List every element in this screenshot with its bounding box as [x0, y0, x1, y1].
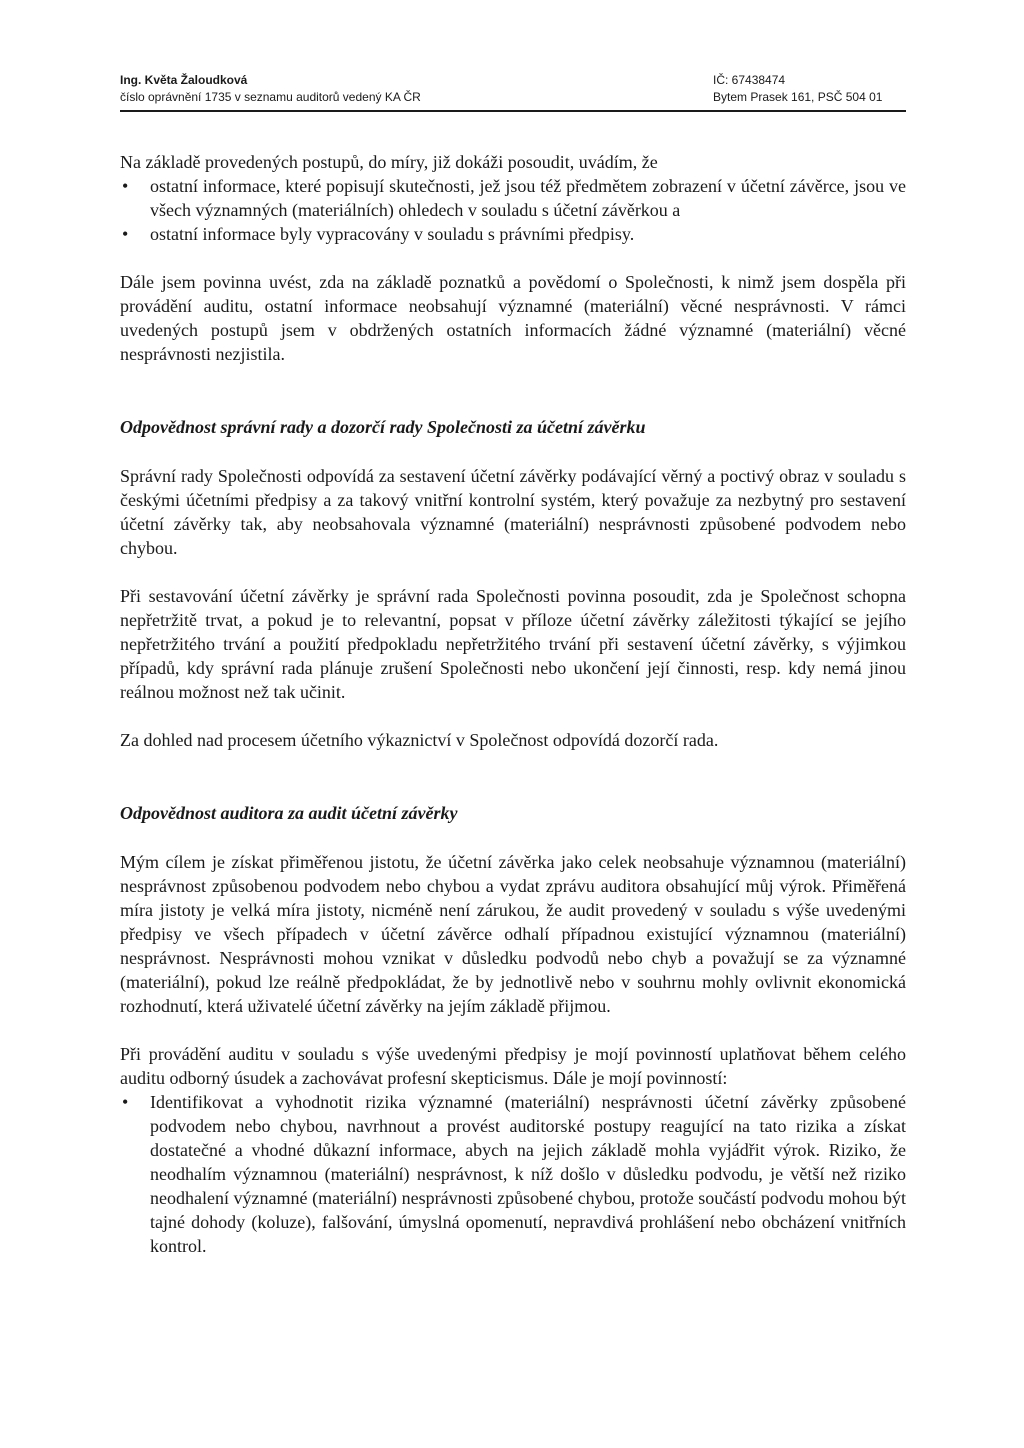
list-item	[120, 174, 906, 222]
list-item	[120, 222, 906, 246]
bullet-text: ostatní informace, které popisují skutečnosti, jež jsou též předmětem zobrazení v účetní závěrce, jsou ve všech významných (materiálních) ohledech v souladu s účetní závěrkou a	[150, 176, 906, 220]
letterhead-right	[713, 72, 882, 106]
paragraph-povinnost: Při provádění auditu v souladu s výše uvedenými předpisy je mojí povinností uplatňovat během celého auditu odborný úsudek a zachovávat profesní skepticismus. Dále je mojí povinností:	[120, 1044, 906, 1088]
bullet-icon: •	[122, 176, 129, 196]
paragraph-cil: Mým cílem je získat přiměřenou jistotu, že účetní závěrka jako celek neobsahuje významnou (materiální) nesprávnost způsobenou podvodem nebo chybou a vydat zprávu auditora obsahující můj výrok. Přiměřená míra jistoty je velká míra jistoty, nicméně není zárukou, že audit provedený v souladu s výše uvedenými předpisy ve všech případech v účetní závěrce odhalí případnou existující významnou (materiální) nesprávnost. Nesprávnosti mohou vznikat v důsledku podvodů nebo chyb a považují se za významné (materiální), pokud lze reálně předpokládat, že by jednotlivě nebo v souhrnu mohly ovlivnit ekonomická rozhodnutí, která uživatelé účetní závěrky na jejím základě přijmou.	[120, 852, 906, 1016]
paragraph-sestavovani: Při sestavování účetní závěrky je správní rada Společnosti povinna posoudit, zda je Společnost schopna nepřetržitě trvat, a pokud je to relevantní, popsat v příloze účetní závěrky záležitosti týkající se jejího nepřetržitého trvání a použití předpokladu nepřetržitého trvání při sestavení účetní závěrky, s výjimkou případů, kdy správní rada plánuje zrušení Společnosti nebo ukončení její činnosti, resp. kdy nemá jinou reálnou možnost než tak učinit.	[120, 586, 906, 702]
section-heading-board: Odpovědnost správní rady a dozorčí rady Společnosti za účetní závěrku	[120, 417, 646, 437]
intro-paragraph: Na základě provedených postupů, do míry, již dokáži posoudit, uvádím, že	[120, 152, 658, 172]
bullet-text: ostatní informace byly vypracovány v souladu s právními předpisy.	[150, 224, 635, 244]
paragraph-dohled: Za dohled nad procesem účetního výkaznictví v Společnost odpovídá dozorčí rada.	[120, 730, 719, 750]
auditor-name: Ing. Květa Žaloudková	[120, 73, 248, 87]
document-body	[120, 150, 906, 1258]
list-item	[120, 1090, 906, 1258]
letterhead-left	[120, 72, 421, 106]
auditor-address: Bytem Prasek 161, PSČ 504 01	[713, 90, 883, 104]
duty-bullet-list	[120, 1090, 906, 1258]
letterhead	[120, 72, 906, 112]
intro-bullet-list	[120, 174, 906, 246]
paragraph-spravni-rada: Správní rady Společnosti odpovídá za sestavení účetní závěrky podávající věrný a poctivý obraz v souladu s českými účetními předpisy a za takový vnitřní kontrolní systém, který považuje za nezbytný pro sestavení účetní závěrky tak, aby neobsahovala významné (materiální) nesprávnosti způsobené podvodem nebo chybou.	[120, 466, 906, 558]
bullet-text: Identifikovat a vyhodnotit rizika významné (materiální) nesprávnosti účetní závěrky způsobené podvodem nebo chybou, navrhnout a provést auditorské postupy reagující na tato rizika a získat dostatečné a vhodné důkazní informace, abych na jejich základě mohla vyjádřit výrok. Riziko, že neodhalím významnou (materiální) nesprávnost, k níž došlo v důsledku podvodu, je větší než riziko neodhalení významné (materiální) nesprávnosti způsobené chybou, protože součástí podvodu mohou být tajné dohody (koluze), falšování, úmyslná opomenutí, nepravdivá prohlášení nebo obcházení vnitřních kontrol.	[150, 1092, 906, 1256]
bullet-icon: •	[122, 224, 129, 244]
section-heading-auditor: Odpovědnost auditora za audit účetní závěrky	[120, 803, 458, 823]
bullet-icon: •	[122, 1092, 129, 1112]
auditor-ico: IČ: 67438474	[713, 73, 786, 87]
paragraph-dale: Dále jsem povinna uvést, zda na základě poznatků a povědomí o Společnosti, k nimž jsem dospěla při provádění auditu, ostatní informace neobsahují významné (materiální) věcné nesprávnosti. V rámci uvedených postupů jsem v obdržených ostatních informacích žádné významné (materiální) věcné nesprávnosti nezjistila.	[120, 272, 906, 364]
auditor-license: číslo oprávnění 1735 v seznamu auditorů vedený KA ČR	[120, 90, 421, 104]
